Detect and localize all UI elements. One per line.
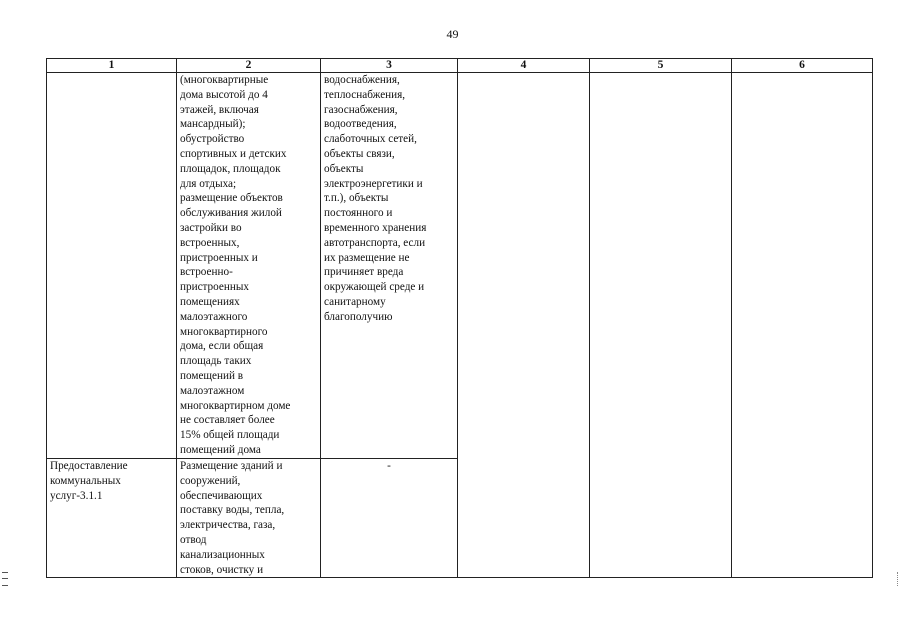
table-cell: Размещение зданий и сооружений, обеспечивающих поставку воды, тепла, электричества, газа, отвод канализационных стоков, очистку и xyxy=(177,459,321,578)
table-header-row xyxy=(47,59,873,73)
table-cell xyxy=(732,73,873,578)
binding-mark-left xyxy=(2,572,8,586)
binding-mark-right xyxy=(897,572,902,586)
table-cell xyxy=(458,73,590,578)
column-header-1: 1 xyxy=(47,59,177,73)
table-cell xyxy=(590,73,732,578)
column-header-6: 6 xyxy=(732,59,873,73)
table-cell: - xyxy=(321,459,458,578)
table-cell xyxy=(47,73,177,459)
table-cell: Предоставление коммунальных услуг-3.1.1 xyxy=(47,459,177,578)
table-cell: водоснабжения, теплоснабжения, газоснабжения, водоотведения, слаботочных сетей, объекты связи, объекты электроэнергетики и т.п.), объекты постоянного и временного хранения автотранспорта, если их размещение не причиняет вреда окружающей среде и санитарному благополучию xyxy=(321,73,458,459)
column-header-4: 4 xyxy=(458,59,590,73)
column-header-3: 3 xyxy=(321,59,458,73)
table-row xyxy=(47,73,873,459)
table-cell: (многоквартирные дома высотой до 4 этажей, включая мансардный); обустройство спортивных и детских площадок, площадок для отдыха; размещение объектов обслуживания жилой застройки во встроенных, пристроенных и встроенно- пристроенных помещениях малоэтажного многоквартирного дома, если общая площадь таких помещений в малоэтажном многоквартирном доме не составляет более 15% общей площади помещений дома xyxy=(177,73,321,459)
column-header-5: 5 xyxy=(590,59,732,73)
column-header-2: 2 xyxy=(177,59,321,73)
page-number: 49 xyxy=(446,27,459,41)
zoning-table xyxy=(46,58,873,578)
